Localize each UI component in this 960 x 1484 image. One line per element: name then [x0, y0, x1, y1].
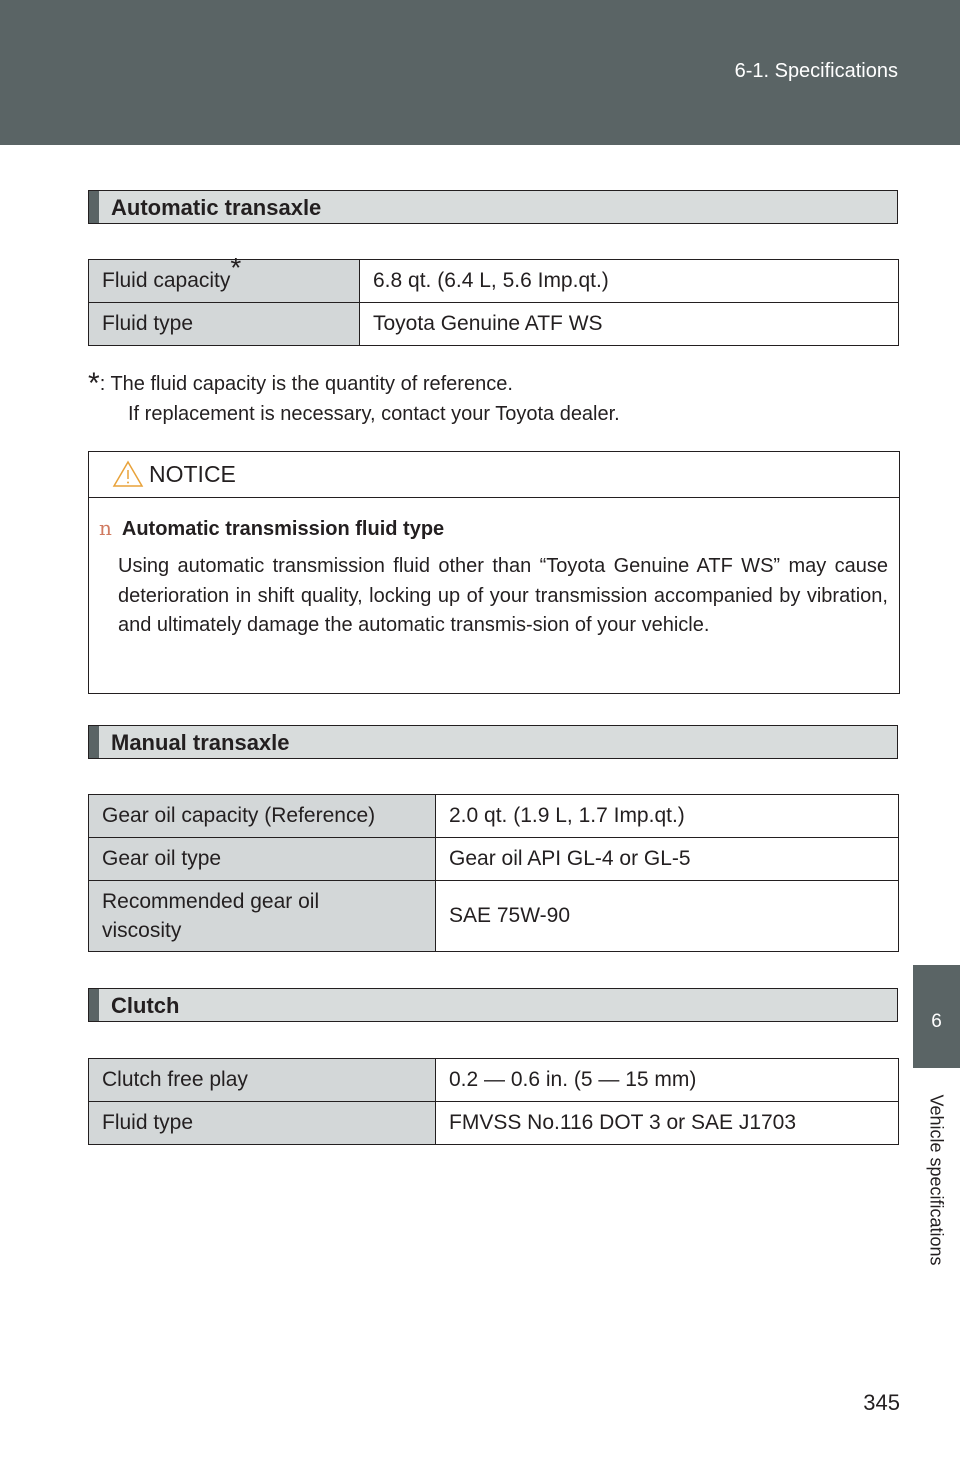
table-row — [89, 795, 899, 838]
clutch-spec-table — [88, 1058, 899, 1145]
footnote — [88, 366, 620, 429]
automatic-spec-table — [88, 252, 899, 346]
table-key-cell: Fluid type — [89, 1102, 436, 1145]
heading-label: Clutch — [111, 993, 180, 1018]
heading-accent-bar — [89, 726, 99, 758]
table-key-cell: Clutch free play — [89, 1059, 436, 1102]
notice-box — [88, 451, 900, 694]
notice-body: Using automatic transmission fluid other than “Toyota Genuine ATF WS” may cause deterioration in shift quality, locking up of your transmission accompanied by vibration, and ultimately damage the automatic transmis-sion of your vehicle. — [118, 555, 888, 636]
table-row — [89, 260, 899, 303]
bullet-icon: n — [99, 516, 112, 540]
notice-header — [89, 452, 899, 498]
notice-title: NOTICE — [149, 461, 236, 487]
table-row — [89, 1102, 899, 1145]
page-number: 345 — [863, 1390, 900, 1415]
table-key-cell: Fluid capacity* — [89, 260, 360, 303]
table-row — [89, 303, 899, 346]
notice-item-title: n Automatic transmission fluid type — [99, 516, 445, 540]
table-key-cell: Fluid type — [89, 303, 360, 346]
table-value-cell: SAE 75W-90 — [436, 881, 899, 952]
section-heading-automatic — [88, 190, 898, 224]
chapter-number: 6 — [931, 1011, 942, 1032]
header-title: 6-1. Specifications — [734, 60, 898, 82]
heading-label: Automatic transaxle — [111, 195, 322, 220]
heading-label: Manual transaxle — [111, 730, 290, 755]
table-value-cell: 0.2 — 0.6 in. (5 — 15 mm) — [436, 1059, 899, 1102]
chapter-label: Vehicle specifications — [926, 1094, 947, 1266]
table-row — [89, 838, 899, 881]
table-value-cell: 6.8 qt. (6.4 L, 5.6 Imp.qt.) — [360, 260, 899, 303]
table-value-cell: Gear oil API GL-4 or GL-5 — [436, 838, 899, 881]
table-value-cell: FMVSS No.116 DOT 3 or SAE J1703 — [436, 1102, 899, 1145]
table-row — [89, 1059, 899, 1102]
asterisk-mark: * — [230, 252, 242, 283]
table-value-cell: Toyota Genuine ATF WS — [360, 303, 899, 346]
page-header — [0, 0, 960, 145]
chapter-tab — [913, 965, 960, 1068]
table-key-cell: Gear oil capacity (Reference) — [89, 795, 436, 838]
heading-accent-bar — [89, 989, 99, 1021]
footnote-line-2: If replacement is necessary, contact your Toyota dealer. — [128, 403, 620, 425]
table-row — [89, 881, 899, 952]
section-heading-clutch — [88, 988, 898, 1022]
heading-accent-bar — [89, 191, 99, 223]
table-key-cell: Recommended gear oil viscosity — [89, 881, 436, 952]
footnote-line-1: : The fluid capacity is the quantity of reference. — [99, 373, 513, 395]
warning-triangle-icon — [112, 460, 144, 488]
manual-spec-table — [88, 794, 899, 952]
footnote-marker: * — [88, 367, 100, 400]
section-heading-manual — [88, 725, 898, 759]
table-value-cell: 2.0 qt. (1.9 L, 1.7 Imp.qt.) — [436, 795, 899, 838]
table-key-cell: Gear oil type — [89, 838, 436, 881]
